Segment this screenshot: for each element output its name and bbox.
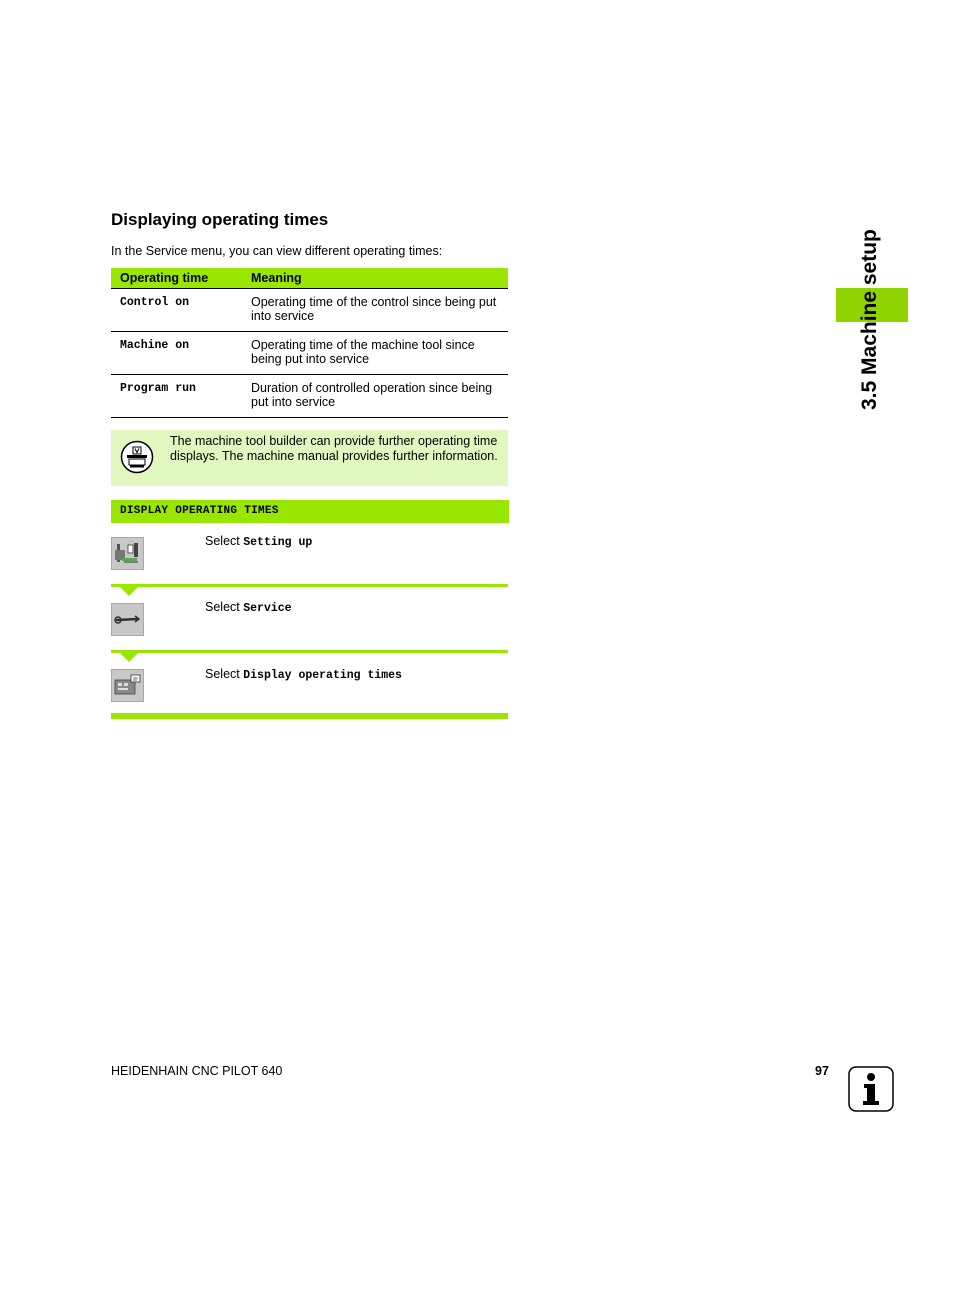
step-3-label (205, 667, 402, 682)
table-cell-meaning: Operating time of the machine tool since being put into service (242, 332, 508, 375)
table-cell-meaning: Duration of controlled operation since being put into service (242, 375, 508, 418)
service-wrench-icon[interactable] (111, 603, 144, 636)
table-row (111, 332, 508, 375)
table-cell-meaning: Operating time of the control since being put into service (242, 289, 508, 332)
table-cell-key: Machine on (111, 332, 242, 375)
table-header-meaning: Meaning (242, 268, 508, 289)
footer-product: HEIDENHAIN CNC PILOT 640 (111, 1064, 283, 1078)
table-cell-key: Control on (111, 289, 242, 332)
table-cell-key: Program run (111, 375, 242, 418)
note-box (111, 430, 508, 486)
setting-up-softkey-icon[interactable] (111, 537, 144, 570)
step-2-label (205, 600, 292, 615)
step-prefix: Select (205, 534, 240, 548)
display-operating-times-icon[interactable] (111, 669, 144, 702)
table-header-operating-time: Operating time (111, 268, 242, 289)
operating-times-table (111, 268, 508, 418)
step-item: Display operating times (243, 669, 402, 682)
procedure-header (111, 500, 509, 523)
intro-text: In the Service menu, you can view different operating times: (111, 244, 443, 258)
table-row (111, 289, 508, 332)
table-header-row (111, 268, 508, 289)
step-item: Service (243, 602, 292, 615)
step-prefix: Select (205, 667, 240, 681)
procedure-title: DISPLAY OPERATING TIMES (120, 505, 279, 517)
page-number: 97 (815, 1064, 829, 1078)
chapter-title: 3.5 Machine setup (858, 229, 881, 410)
info-icon (848, 1066, 894, 1112)
step-separator (111, 584, 508, 587)
procedure-end-bar (111, 713, 508, 719)
step-item: Setting up (243, 536, 313, 549)
note-text: The machine tool builder can provide further operating time displays. The machine manual provides further information. (170, 434, 498, 463)
machine-manual-icon (120, 440, 154, 474)
step-prefix: Select (205, 600, 240, 614)
step-arrow-icon (120, 653, 138, 662)
table-row (111, 375, 508, 418)
step-1-label (205, 534, 312, 549)
step-arrow-icon (120, 587, 138, 596)
section-title: Displaying operating times (111, 210, 329, 229)
step-separator (111, 650, 508, 653)
